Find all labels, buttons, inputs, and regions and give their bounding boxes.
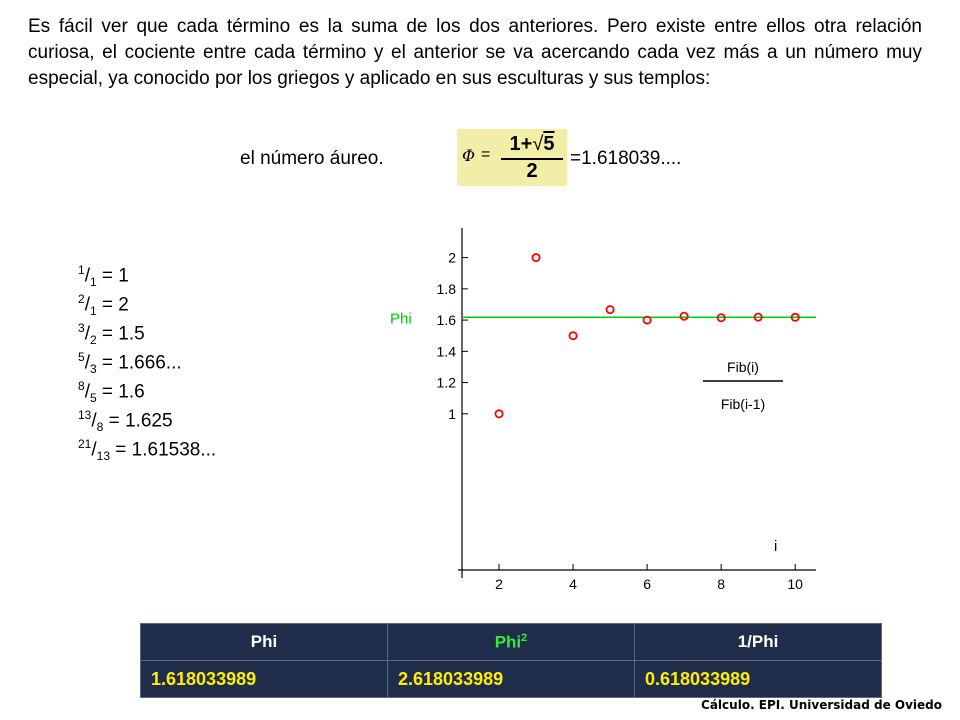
header-phi-squared-exponent: 2 bbox=[521, 631, 528, 644]
intro-paragraph: Es fácil ver que cada término es la suma de los dos anteriores. Pero existe entre ellos otra relación curiosa, el cociente entre cada término y el anterior se va acercando cada vez más a un número muy especial, ya conocido por los griegos y aplicado en sus esculturas y sus templos: bbox=[28, 16, 922, 89]
ratio-numerator: 5 bbox=[78, 350, 85, 364]
header-phi: Phi bbox=[141, 624, 388, 661]
phi-line-label: Phi bbox=[390, 310, 412, 328]
y-tick-label: 1.8 bbox=[436, 280, 456, 297]
header-phi-squared-base: Phi bbox=[494, 632, 522, 652]
x-tick-label: 2 bbox=[495, 576, 503, 592]
x-tick-label: 4 bbox=[569, 576, 577, 592]
y-tick-label: 1.6 bbox=[436, 312, 456, 329]
phi-convergence-chart bbox=[380, 218, 840, 600]
ratio-item: $^{13}/_8 = 1.625$ bbox=[78, 408, 173, 435]
data-point bbox=[606, 306, 613, 313]
ratio-value: = 1 bbox=[96, 265, 129, 287]
ratio-numerator: 8 bbox=[78, 379, 85, 393]
x-tick-label: 6 bbox=[643, 576, 652, 592]
x-tick-label: 10 bbox=[787, 576, 803, 592]
ratio-item: $^8/_5 = 1.6$ bbox=[78, 379, 145, 406]
ratio-numerator: 21 bbox=[78, 437, 92, 451]
y-tick-label: 1.4 bbox=[436, 343, 456, 360]
ratio-denominator: 8 bbox=[96, 420, 104, 435]
ratio-item: $^3/_2 = 1.5$ bbox=[78, 321, 145, 348]
golden-number-label: el número áureo. bbox=[240, 148, 384, 169]
x-tick-label: 8 bbox=[717, 576, 726, 592]
ratio-numerator: 3 bbox=[78, 321, 85, 335]
ratio-item: $^{21}/_{13} = 1.61538$... bbox=[78, 437, 217, 464]
ratio-denominator: 13 bbox=[96, 449, 110, 464]
ratio-value: = 1.6 bbox=[96, 381, 145, 403]
value-inverse-phi: 0.618033989 bbox=[635, 661, 882, 698]
formula-equals: = bbox=[481, 146, 491, 163]
data-point bbox=[532, 254, 539, 261]
table-header-row bbox=[141, 624, 882, 661]
ratio-item: $^1/_1 = 1$ bbox=[78, 263, 129, 290]
y-tick-label: 2 bbox=[448, 249, 456, 266]
phi-values-table bbox=[140, 623, 882, 698]
y-tick-label: 1.2 bbox=[436, 374, 456, 391]
ratio-denominator: 2 bbox=[89, 333, 97, 348]
phi-symbol: Φ bbox=[462, 146, 476, 165]
formula-numerator bbox=[499, 133, 565, 156]
table-value-row bbox=[141, 661, 882, 698]
sqrt-sign: √ bbox=[532, 133, 544, 155]
ratio-value: = 1.625 bbox=[103, 410, 173, 432]
formula-numerator-one: 1+ bbox=[509, 133, 533, 155]
header-inverse-phi: 1/Phi bbox=[635, 624, 882, 661]
annotation-denominator: Fib(i-1) bbox=[720, 396, 766, 412]
ratio-list bbox=[78, 256, 217, 464]
ratio-value: = 1.5 bbox=[96, 323, 145, 345]
ratio-denominator: 3 bbox=[89, 362, 97, 377]
ratio-numerator: 13 bbox=[78, 408, 92, 422]
formula-denominator: 2 bbox=[526, 160, 538, 182]
ratio-denominator: 1 bbox=[89, 304, 97, 319]
annotation-numerator: Fib(i) bbox=[727, 359, 759, 375]
formula-radicand: 5 bbox=[543, 133, 555, 155]
golden-ratio-formula bbox=[457, 129, 567, 186]
footer-credit: Cálculo. EPI. Universidad de Oviedo bbox=[701, 698, 942, 712]
data-point bbox=[681, 313, 688, 320]
ratio-value: = 1.61538... bbox=[110, 439, 217, 461]
data-point bbox=[495, 410, 502, 417]
ratio-item: $^5/_3 = 1.666$... bbox=[78, 350, 182, 377]
data-point bbox=[569, 332, 576, 339]
value-phi: 1.618033989 bbox=[141, 661, 388, 698]
x-axis-label: i bbox=[774, 538, 778, 555]
value-phi-squared: 2.618033989 bbox=[388, 661, 635, 698]
ratio-value: = 1.666... bbox=[96, 352, 182, 374]
header-phi-squared bbox=[388, 624, 635, 661]
y-tick-label: 1 bbox=[448, 405, 456, 422]
ratio-denominator: 5 bbox=[89, 391, 97, 406]
ratio-item: $^2/_1 = 2$ bbox=[78, 292, 129, 319]
golden-number-value: =1.618039.... bbox=[570, 148, 682, 169]
ratio-denominator: 1 bbox=[89, 275, 97, 290]
ratio-value: = 2 bbox=[96, 294, 129, 316]
ratio-numerator: 2 bbox=[78, 292, 85, 306]
ratio-numerator: 1 bbox=[78, 263, 85, 277]
